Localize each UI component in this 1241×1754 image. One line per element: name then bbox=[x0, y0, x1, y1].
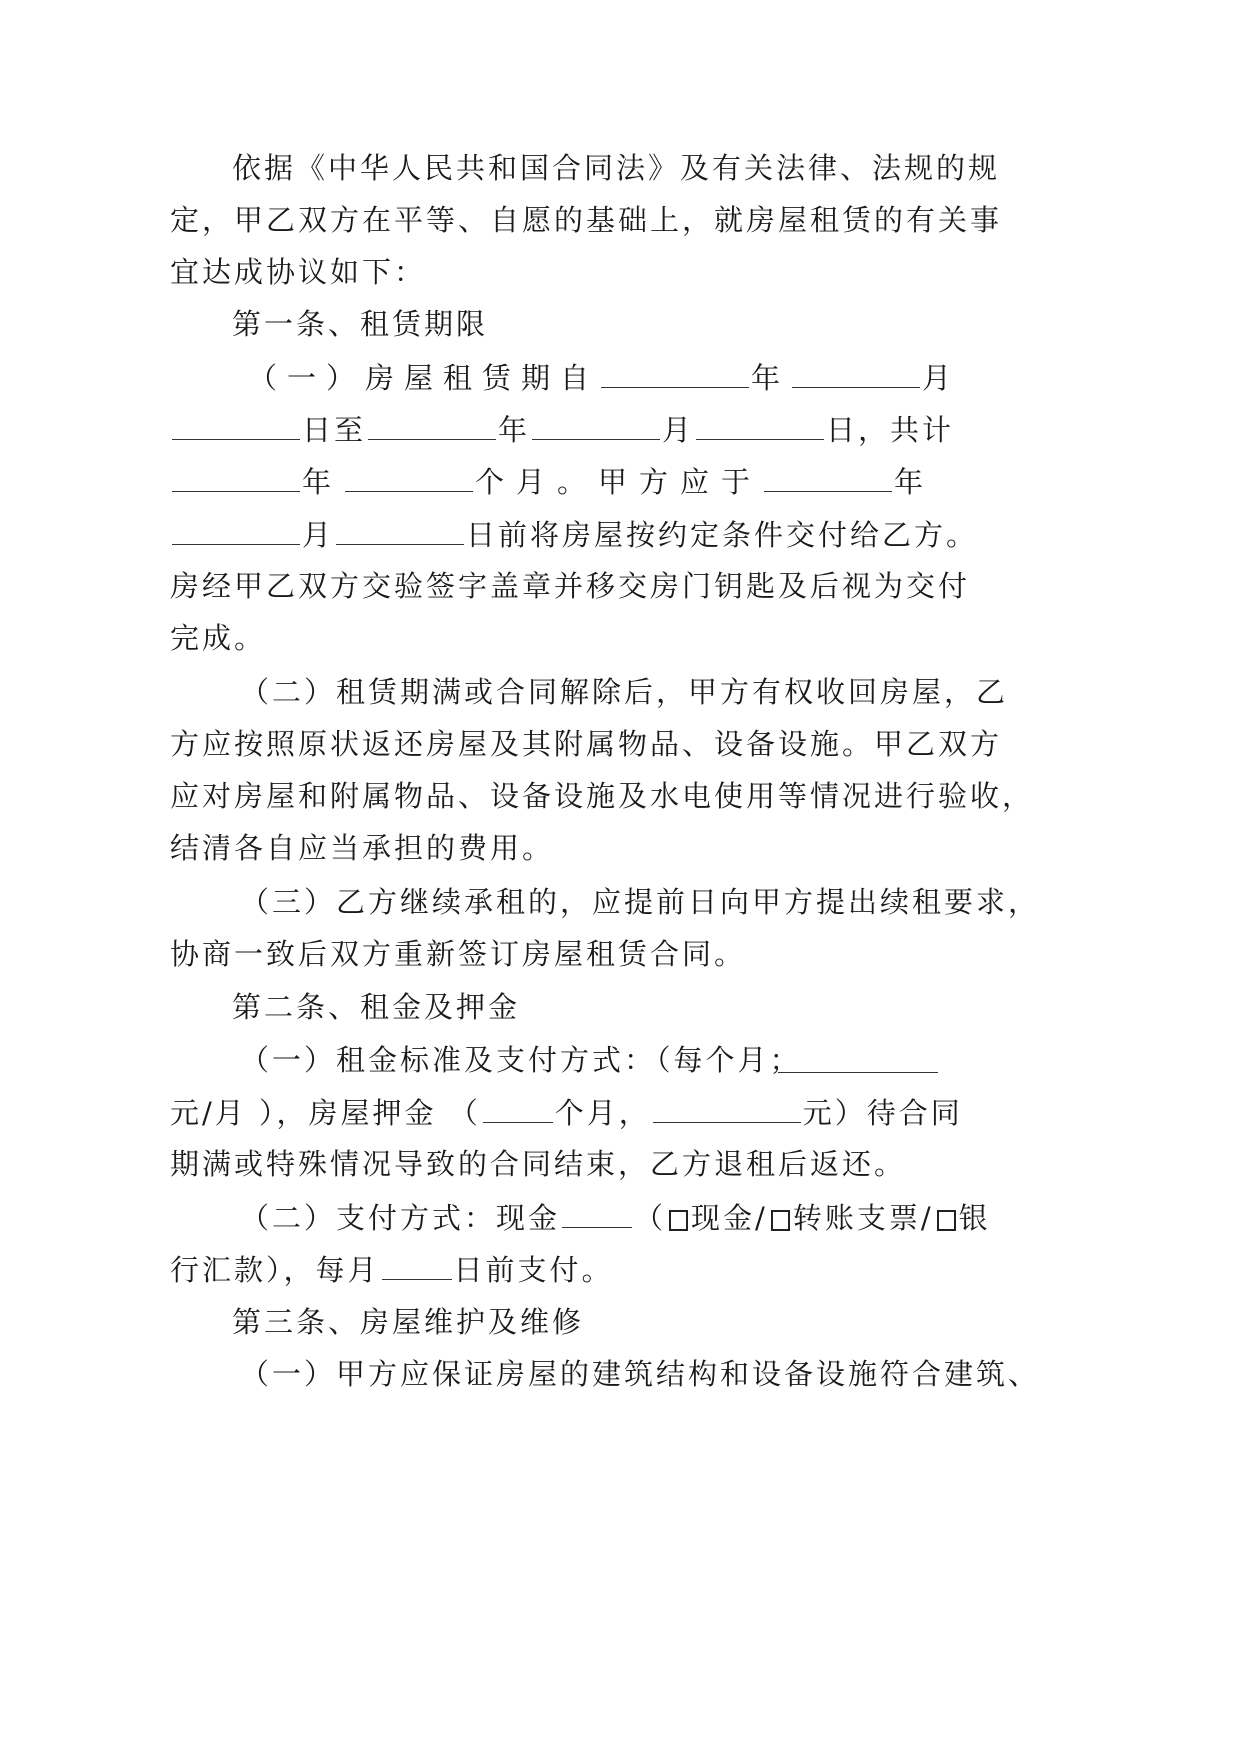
blank-month-start[interactable] bbox=[792, 357, 920, 388]
text: 日前支付。 bbox=[453, 1253, 614, 1287]
article-1-clause-1-line-1 bbox=[248, 357, 961, 397]
article-2-clause-1-line-3: 期满或特殊情况导致的合同结束，乙方退租后返还。 bbox=[170, 1147, 907, 1181]
intro-line-2: 定，甲乙双方在平等、自愿的基础上，就房屋租赁的有关事 bbox=[170, 203, 1003, 237]
text: 个月。甲方应于 bbox=[475, 465, 763, 499]
article-2-heading: 第二条、租金及押金 bbox=[232, 990, 521, 1024]
article-2-clause-1-line-1 bbox=[240, 1040, 940, 1080]
text: 月 bbox=[302, 518, 335, 552]
article-1-clause-1-line-2 bbox=[170, 409, 954, 449]
blank-year-end[interactable] bbox=[368, 409, 496, 440]
text: 元）待合同 bbox=[802, 1096, 963, 1130]
article-1-clause-2-line-1: （二）租赁期满或合同解除后，甲方有权收回房屋，乙 bbox=[240, 675, 1009, 709]
article-1-clause-1-line-5: 房经甲乙双方交验签字盖章并移交房门钥匙及后视为交付 bbox=[170, 569, 971, 603]
intro-line-3: 宜达成协议如下： bbox=[170, 255, 427, 289]
checkbox-transfer-check[interactable] bbox=[771, 1210, 790, 1231]
blank-payment-method[interactable] bbox=[562, 1197, 632, 1228]
text: （二）支付方式：现金 bbox=[240, 1201, 561, 1235]
blank-deposit-months[interactable] bbox=[483, 1092, 553, 1123]
text: 日前将房屋按约定条件交付给乙方。 bbox=[466, 518, 979, 552]
article-3-clause-1-line-1: （一）甲方应保证房屋的建筑结构和设备设施符合建筑、 bbox=[240, 1357, 1041, 1391]
text: 年 bbox=[302, 465, 344, 499]
text: （ bbox=[634, 1201, 667, 1235]
blank-delivery-day[interactable] bbox=[336, 514, 464, 545]
blank-delivery-year[interactable] bbox=[764, 461, 892, 492]
article-1-clause-1-line-3 bbox=[170, 461, 935, 501]
article-1-clause-2-line-4: 结清各自应当承担的费用。 bbox=[170, 831, 555, 865]
blank-day-end[interactable] bbox=[696, 409, 824, 440]
article-1-clause-3-line-1: （三）乙方继续承租的，应提前日向甲方提出续租要求， bbox=[240, 885, 1041, 919]
text: 银 bbox=[958, 1201, 991, 1235]
article-3-heading: 第三条、房屋维护及维修 bbox=[232, 1305, 585, 1339]
text: 年 bbox=[894, 465, 936, 499]
text: 日至 bbox=[302, 413, 367, 447]
text: 现金/ bbox=[691, 1201, 768, 1235]
article-2-clause-1-line-2 bbox=[170, 1092, 963, 1132]
blank-total-years[interactable] bbox=[172, 461, 300, 492]
article-2-clause-2-line-2 bbox=[170, 1249, 614, 1289]
blank-delivery-month[interactable] bbox=[172, 514, 300, 545]
blank-deposit-amount[interactable] bbox=[653, 1092, 801, 1123]
text: 日，共计 bbox=[826, 413, 955, 447]
text: 元/月 ），房屋押金 （ bbox=[170, 1096, 481, 1130]
article-1-clause-2-line-2: 方应按照原状返还房屋及其附属物品、设备设施。甲乙双方 bbox=[170, 727, 1003, 761]
text: （一）租金标准及支付方式：（每个月； bbox=[240, 1043, 802, 1077]
text: 行汇款），每月 bbox=[170, 1253, 380, 1287]
article-1-clause-1-line-4 bbox=[170, 514, 978, 554]
article-1-clause-1-line-6: 完成。 bbox=[170, 621, 267, 655]
intro-line-1: 依据《中华人民共和国合同法》及有关法律、法规的规 bbox=[232, 151, 1001, 185]
blank-total-months[interactable] bbox=[345, 461, 473, 492]
article-1-heading: 第一条、租赁期限 bbox=[232, 307, 489, 341]
blank-year-start[interactable] bbox=[601, 357, 749, 388]
blank-monthly-rent[interactable] bbox=[778, 1042, 938, 1073]
article-1-clause-2-line-3: 应对房屋和附属物品、设备设施及水电使用等情况进行验收， bbox=[170, 779, 1035, 813]
text: 年 bbox=[751, 361, 791, 395]
text: （一）房屋租赁期自 bbox=[248, 361, 600, 395]
text: 个月， bbox=[554, 1096, 651, 1130]
blank-month-end[interactable] bbox=[532, 409, 660, 440]
article-1-clause-3-line-2: 协商一致后双方重新签订房屋租赁合同。 bbox=[170, 937, 747, 971]
text: 月 bbox=[922, 361, 962, 395]
article-2-clause-2-line-1 bbox=[240, 1197, 991, 1237]
checkbox-cash[interactable] bbox=[669, 1210, 688, 1231]
blank-day-start[interactable] bbox=[172, 409, 300, 440]
text: 转账支票/ bbox=[792, 1201, 934, 1235]
blank-payment-day[interactable] bbox=[382, 1249, 452, 1280]
text: 月 bbox=[662, 413, 695, 447]
text: 年 bbox=[498, 413, 531, 447]
checkbox-bank-remittance[interactable] bbox=[937, 1210, 956, 1231]
